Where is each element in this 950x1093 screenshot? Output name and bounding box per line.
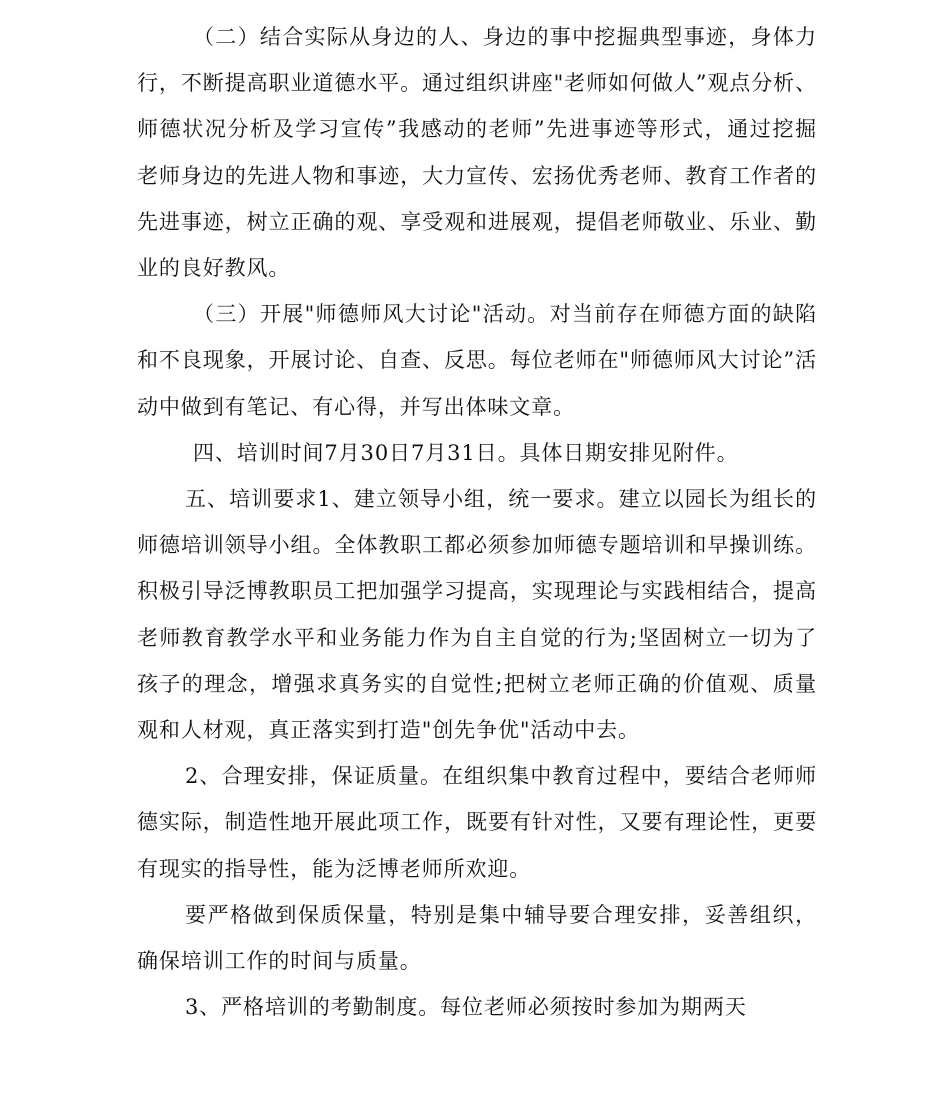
document-body <box>137 14 817 1030</box>
paragraph-section-2: （二）结合实际从身边的人、身边的事中挖掘典型事迹，身体力行，不断提高职业道德水平。通过组织讲座"老师如何做人”观点分析、师德状况分析及学习宣传”我感动的老师”先进事迹等形式，通过挖掘老师身边的先进人物和事迹，大力宣传、宏扬优秀老师、教育工作者的先进事迹，树立正确的观、享受观和进展观，提倡老师敬业、乐业、勤业的良好教风。 <box>137 25 817 281</box>
paragraph-arrangement: 2、合理安排，保证质量。在组织集中教育过程中，要结合老师师德实际，制造性地开展此项工作，既要有针对性，又要有理论性，更要有现实的指导性，能为泛博老师所欢迎。 <box>137 764 817 881</box>
paragraph-attendance: 3、严格培训的考勤制度。每位老师必须按时参加为期两天 <box>185 995 747 1020</box>
paragraph-training-time: 四、培训时间7月30日7月31日。具体日期安排见附件。 <box>193 440 739 465</box>
paragraph-section-3: （三）开展"师德师风大讨论"活动。对当前存在师德方面的缺陷和不良现象，开展讨论、自查、反思。每位老师在"师德师风大讨论”活动中做到有笔记、有心得，并写出体味文章。 <box>137 302 817 419</box>
paragraph-training-requirements: 五、培训要求1、建立领导小组，统一要求。建立以园长为组长的师德培训领导小组。全体教职工都必须参加师德专题培训和早操训练。积极引导泛博教职员工把加强学习提高，实现理论与实践相结合，提高老师教育教学水平和业务能力作为自主自觉的行为;坚固树立一切为了孩子的理念，增强求真务实的自觉性;把树立老师正确的价值观、质量观和人材观，真正落实到打造"创先争优"活动中去。 <box>137 487 817 743</box>
paragraph-quality: 要严格做到保质保量，特别是集中辅导要合理安排，妥善组织，确保培训工作的时间与质量。 <box>137 902 817 974</box>
